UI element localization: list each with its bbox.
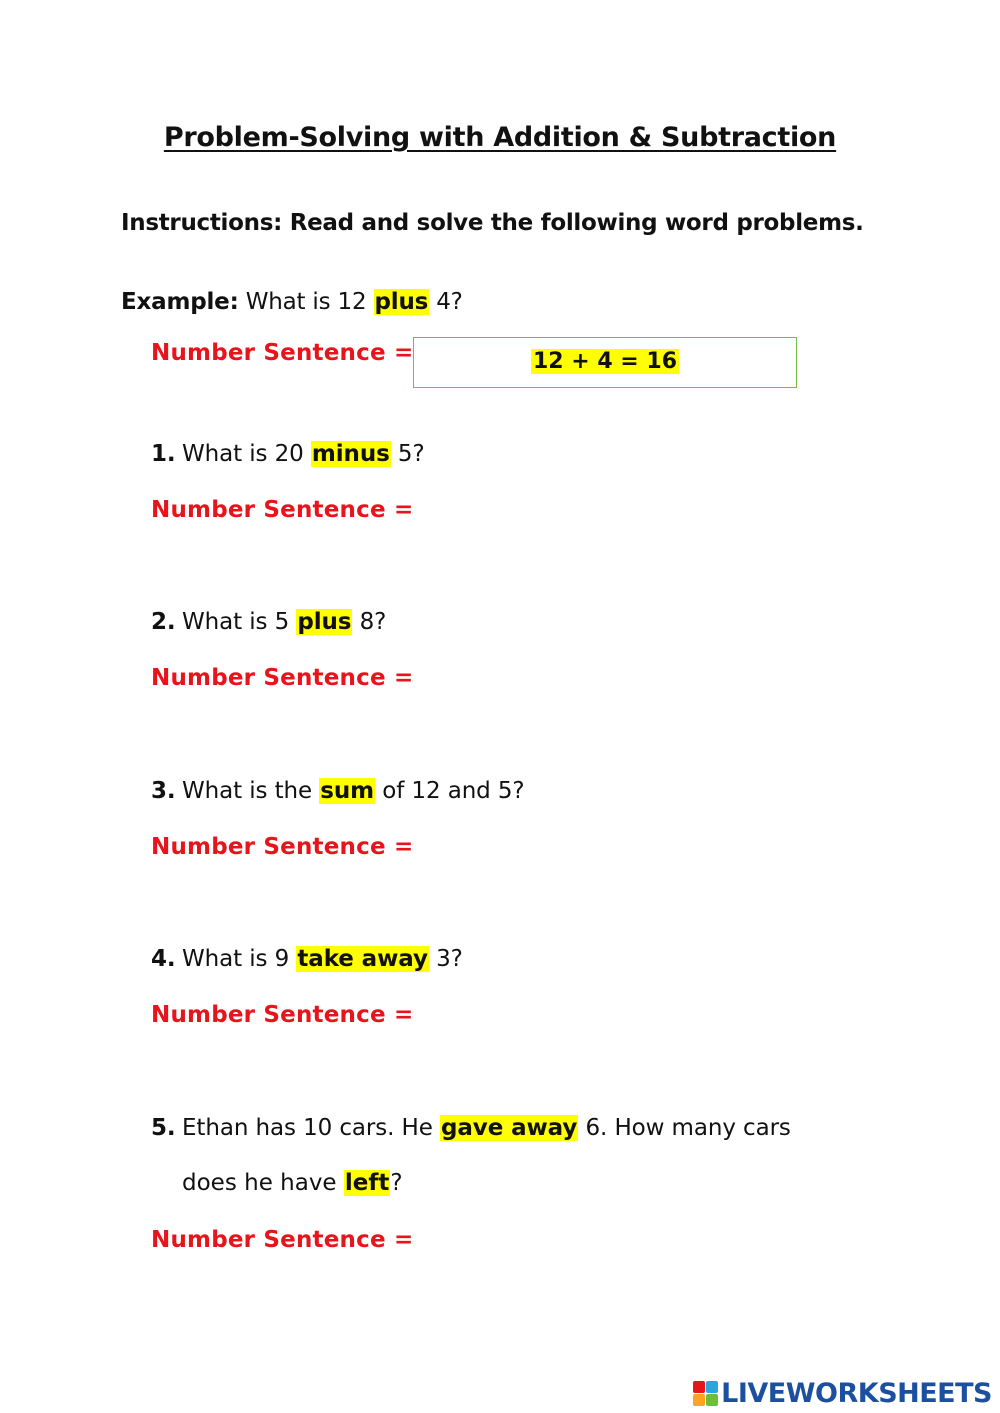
example-question [121, 289, 463, 315]
question-3 [151, 778, 525, 804]
question-1 [151, 441, 425, 467]
question-5 [151, 1115, 791, 1141]
question-text-post: 5? [390, 441, 425, 467]
example-label: Example: [121, 289, 239, 315]
question-text-post: of 12 and 5? [375, 778, 525, 804]
example-text-post: 4? [429, 289, 463, 315]
number-sentence-2[interactable]: Number Sentence = [151, 665, 414, 691]
logo-tile [693, 1394, 705, 1406]
page-title: Problem-Solving with Addition & Subtraction [163, 122, 837, 153]
question-text-post: 3? [428, 946, 463, 972]
question-keyword: left [344, 1170, 390, 1196]
question-text-pre: does he have [182, 1170, 344, 1196]
question-text-pre: What is the [182, 778, 320, 804]
question-text-post: 8? [352, 609, 387, 635]
liveworksheets-logo [693, 1378, 992, 1409]
number-sentence-4[interactable]: Number Sentence = [151, 1002, 414, 1028]
example-keyword: plus [374, 289, 429, 315]
question-number: 1. [151, 441, 176, 467]
number-sentence-5[interactable]: Number Sentence = [151, 1227, 414, 1253]
question-text-post: 6. How many cars [578, 1115, 791, 1141]
question-text-pre: Ethan has 10 cars. He [182, 1115, 441, 1141]
question-5-continuation [182, 1170, 403, 1196]
example-text-pre: What is 12 [238, 289, 374, 315]
question-keyword: take away [297, 946, 428, 972]
logo-text: LIVEWORKSHEETS [721, 1378, 992, 1409]
example-answer [414, 349, 796, 374]
logo-tile [706, 1394, 718, 1406]
example-answer-value: 12 + 4 = 16 [532, 349, 678, 374]
question-4 [151, 946, 463, 972]
example-number-sentence-label: Number Sentence = [151, 340, 414, 366]
question-number: 2. [151, 609, 176, 635]
question-2 [151, 609, 386, 635]
question-text-post: ? [390, 1170, 403, 1196]
question-text-pre: What is 9 [182, 946, 297, 972]
number-sentence-1[interactable]: Number Sentence = [151, 497, 414, 523]
question-number: 4. [151, 946, 176, 972]
instructions: Instructions: Read and solve the following word problems. [121, 210, 864, 236]
logo-tile [693, 1381, 705, 1393]
number-sentence-3[interactable]: Number Sentence = [151, 834, 414, 860]
question-keyword: gave away [441, 1115, 578, 1141]
question-text-pre: What is 5 [182, 609, 297, 635]
question-text-pre: What is 20 [182, 441, 311, 467]
question-keyword: sum [320, 778, 375, 804]
logo-tile [706, 1381, 718, 1393]
question-number: 5. [151, 1115, 176, 1141]
example-answer-box [413, 337, 797, 388]
question-keyword: minus [311, 441, 390, 467]
logo-mark-icon [693, 1381, 718, 1406]
question-number: 3. [151, 778, 176, 804]
question-keyword: plus [297, 609, 352, 635]
